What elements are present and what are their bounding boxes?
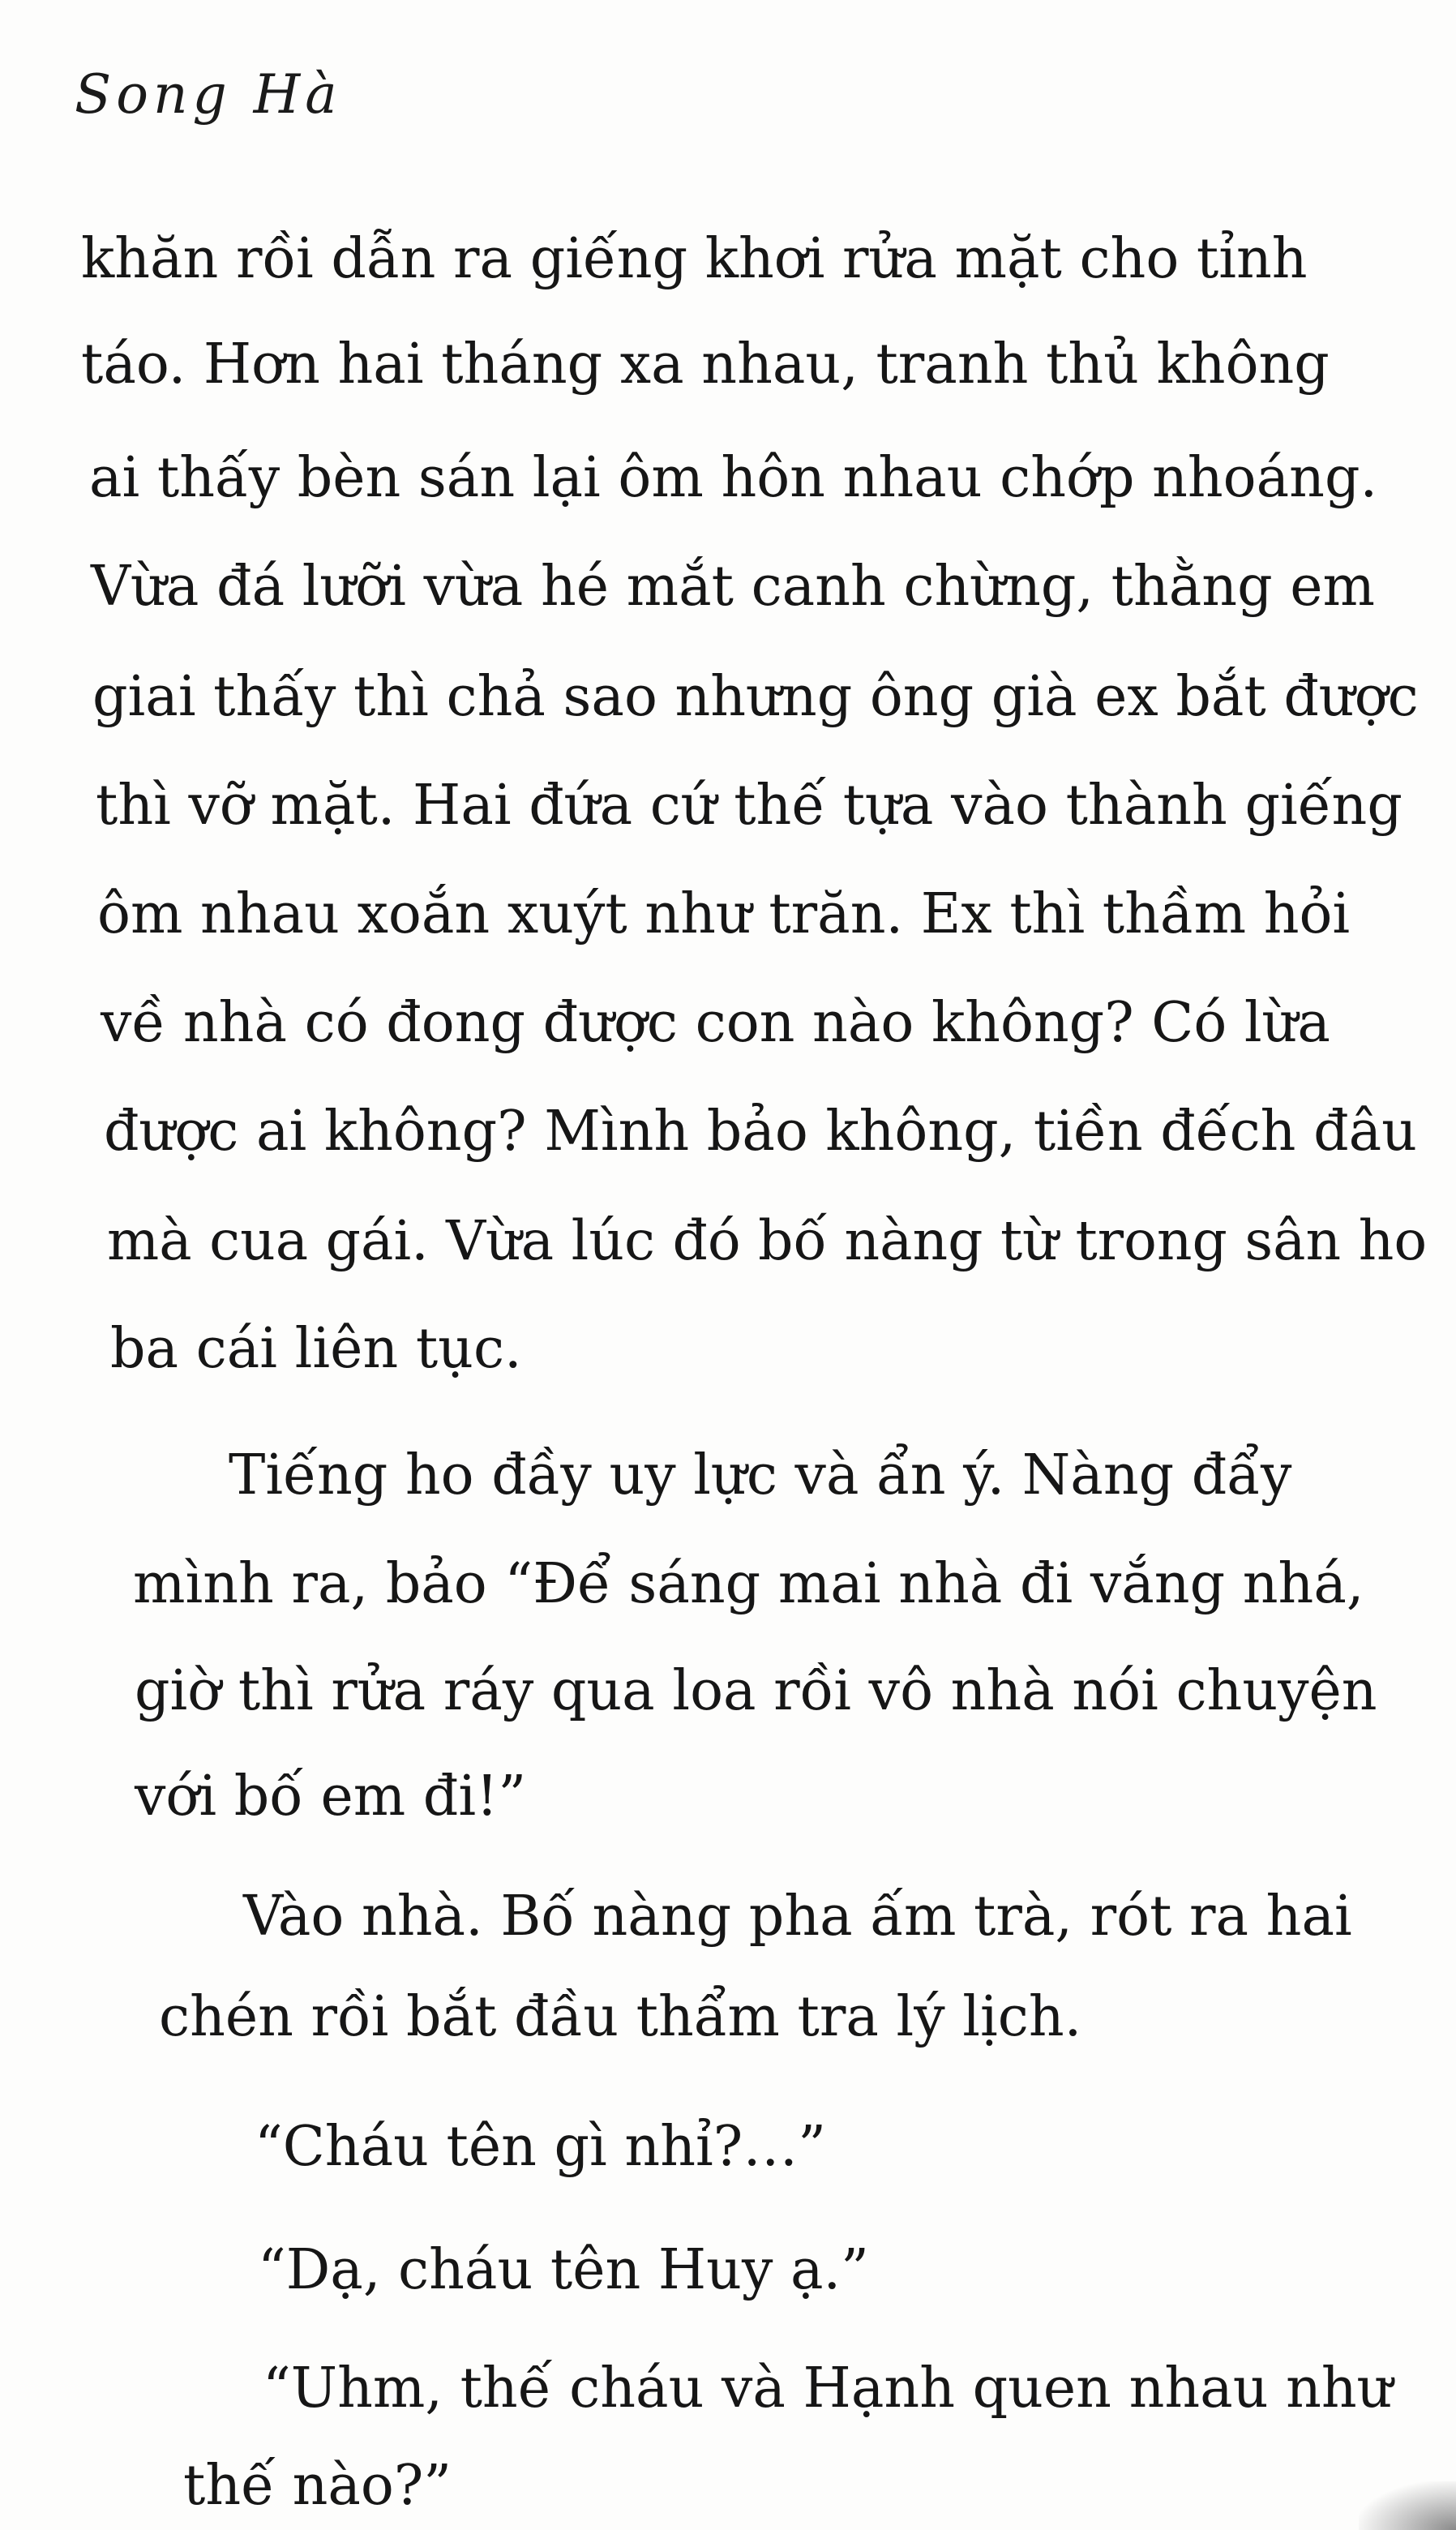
text-line: khăn rồi dẫn ra giếng khơi rửa mặt cho tỉnh xyxy=(81,227,1308,291)
page-corner-shadow xyxy=(1359,2481,1456,2530)
text-line: ôm nhau xoắn xuýt như trăn. Ex thì thầm hỏi xyxy=(97,882,1351,946)
text-line: “Uhm, thế cháu và Hạnh quen nhau như xyxy=(263,2356,1393,2421)
text-line: “Cháu tên gì nhỉ?…” xyxy=(255,2115,826,2179)
text-line: được ai không? Mình bảo không, tiền đếch đâu xyxy=(104,1100,1417,1164)
text-line: mình ra, bảo “Để sáng mai nhà đi vắng nhá, xyxy=(133,1552,1364,1616)
text-line: mà cua gái. Vừa lúc đó bố nàng từ trong sân ho xyxy=(107,1208,1428,1272)
text-line: thế nào?” xyxy=(183,2454,452,2518)
text-line: Vào nhà. Bố nàng pha ấm trà, rót ra hai xyxy=(243,1885,1352,1949)
text-line: về nhà có đong được con nào không? Có lừa xyxy=(101,991,1330,1055)
running-header-author: Song Hà xyxy=(75,63,342,126)
text-line: ba cái liên tục. xyxy=(110,1317,522,1381)
text-line: chén rồi bắt đầu thẩm tra lý lịch. xyxy=(159,1985,1082,2049)
text-line: giai thấy thì chả sao nhưng ông già ex bắt được xyxy=(92,665,1419,729)
text-line: táo. Hơn hai tháng xa nhau, tranh thủ không xyxy=(81,332,1330,397)
text-line: ai thấy bèn sán lại ôm hôn nhau chớp nhoáng. xyxy=(89,446,1378,510)
text-line: “Dạ, cháu tên Huy ạ.” xyxy=(258,2238,869,2302)
text-line: Vừa đá lưỡi vừa hé mắt canh chừng, thằng em xyxy=(91,555,1375,619)
text-line: Tiếng ho đầy uy lực và ẩn ý. Nàng đẩy xyxy=(229,1443,1292,1507)
text-line: giờ thì rửa ráy qua loa rồi vô nhà nói chuyện xyxy=(135,1659,1377,1723)
text-line: với bố em đi!” xyxy=(135,1765,527,1829)
text-line: thì vỡ mặt. Hai đứa cứ thế tựa vào thành giếng xyxy=(96,774,1402,838)
